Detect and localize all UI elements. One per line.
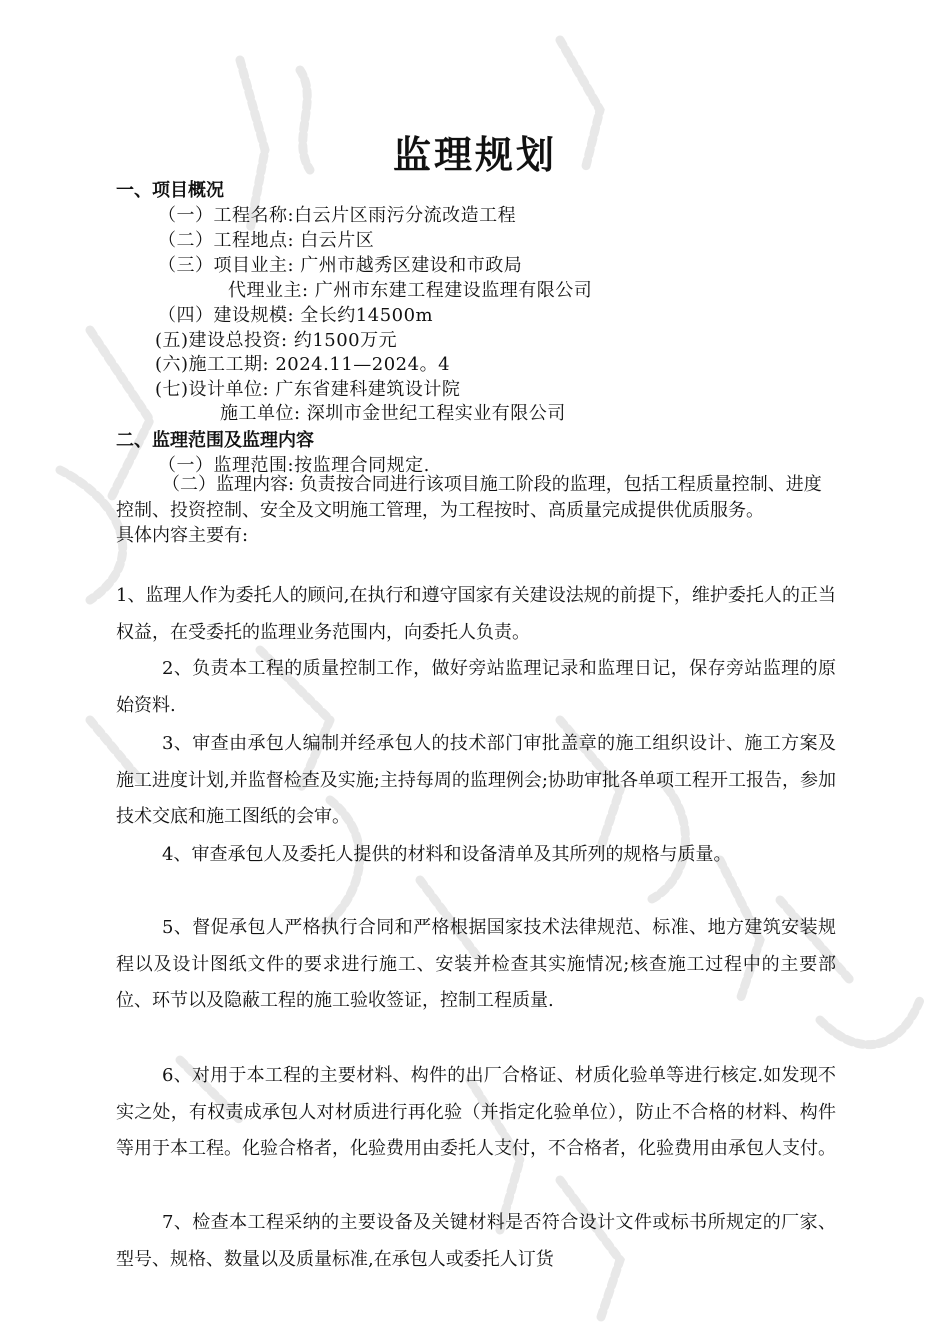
point-7: 7、检查本工程采纳的主要设备及关键材料是否符合设计文件或标书所规定的厂家、型号、规格、数量以及质量标准,在承包人或委托人订货 bbox=[116, 1212, 836, 1270]
overview-schedule: (六)施工工期: 2024.11—2024。4 bbox=[155, 354, 451, 375]
overview-project-location: （二）工程地点: 白云片区 bbox=[158, 230, 375, 251]
overview-investment: (五)建设总投资: 约1500万元 bbox=[155, 330, 398, 351]
scope-text: （一）监理范围:按监理合同规定. bbox=[158, 455, 430, 476]
point-1: 1、监理人作为委托人的顾问,在执行和遵守国家有关建设法规的前提下，维护委托人的正当权益，在受委托的监理业务范围内，向委托人负责。 bbox=[116, 585, 836, 643]
point-5: 5、督促承包人严格执行合同和严格根据国家技术法律规范、标准、地方建筑安装规程以及设计图纸文件的要求进行施工、安装并检查其实施情况;核查施工过程中的主要部位、环节以及隐蔽工程的施工验收签证，控制工程质量. bbox=[116, 917, 836, 1011]
section-heading-scope: 二、监理范围及监理内容 bbox=[116, 430, 314, 451]
document-title: 监理规划 bbox=[392, 133, 557, 177]
point-3: 3、审查由承包人编制并经承包人的技术部门审批盖章的施工组织设计、施工方案及施工进度计划,并监督检查及实施;主持每周的监理例会;协助审批各单项工程开工报告，参加技术交底和施工图纸的会审。 bbox=[116, 733, 836, 827]
content-paragraph bbox=[116, 472, 836, 549]
content-text: （二）监理内容: 负责按合同进行该项目施工阶段的监理，包括工程质量控制、进度控制、投资控制、安全及文明施工管理，为工程按时、高质量完成提供优质服务。 bbox=[116, 474, 822, 521]
section-heading-overview: 一、项目概况 bbox=[116, 180, 224, 201]
content-intro: 具体内容主要有: bbox=[116, 525, 249, 546]
point-2: 2、负责本工程的质量控制工作，做好旁站监理记录和监理日记，保存旁站监理的原始资料. bbox=[116, 658, 836, 716]
overview-agent-owner: 代理业主: 广州市东建工程建设监理有限公司 bbox=[228, 280, 593, 301]
point-4: 4、审查承包人及委托人提供的材料和设备清单及其所列的规格与质量。 bbox=[162, 844, 732, 865]
overview-scale: （四）建设规模: 全长约14500m bbox=[158, 305, 434, 326]
overview-construction-unit: 施工单位: 深圳市金世纪工程实业有限公司 bbox=[220, 403, 566, 424]
overview-project-name: （一）工程名称:白云片区雨污分流改造工程 bbox=[158, 205, 517, 226]
overview-owner: （三）项目业主: 广州市越秀区建设和市政局 bbox=[158, 255, 523, 276]
overview-design-unit: (七)设计单位: 广东省建科建筑设计院 bbox=[155, 379, 461, 400]
point-6: 6、对用于本工程的主要材料、构件的出厂合格证、材质化验单等进行核定.如发现不实之处，有权责成承包人对材质进行再化验（并指定化验单位），防止不合格的材料、构件等用于本工程。化验合格者，化验费用由委托人支付，不合格者，化验费用由承包人支付。 bbox=[116, 1065, 836, 1159]
